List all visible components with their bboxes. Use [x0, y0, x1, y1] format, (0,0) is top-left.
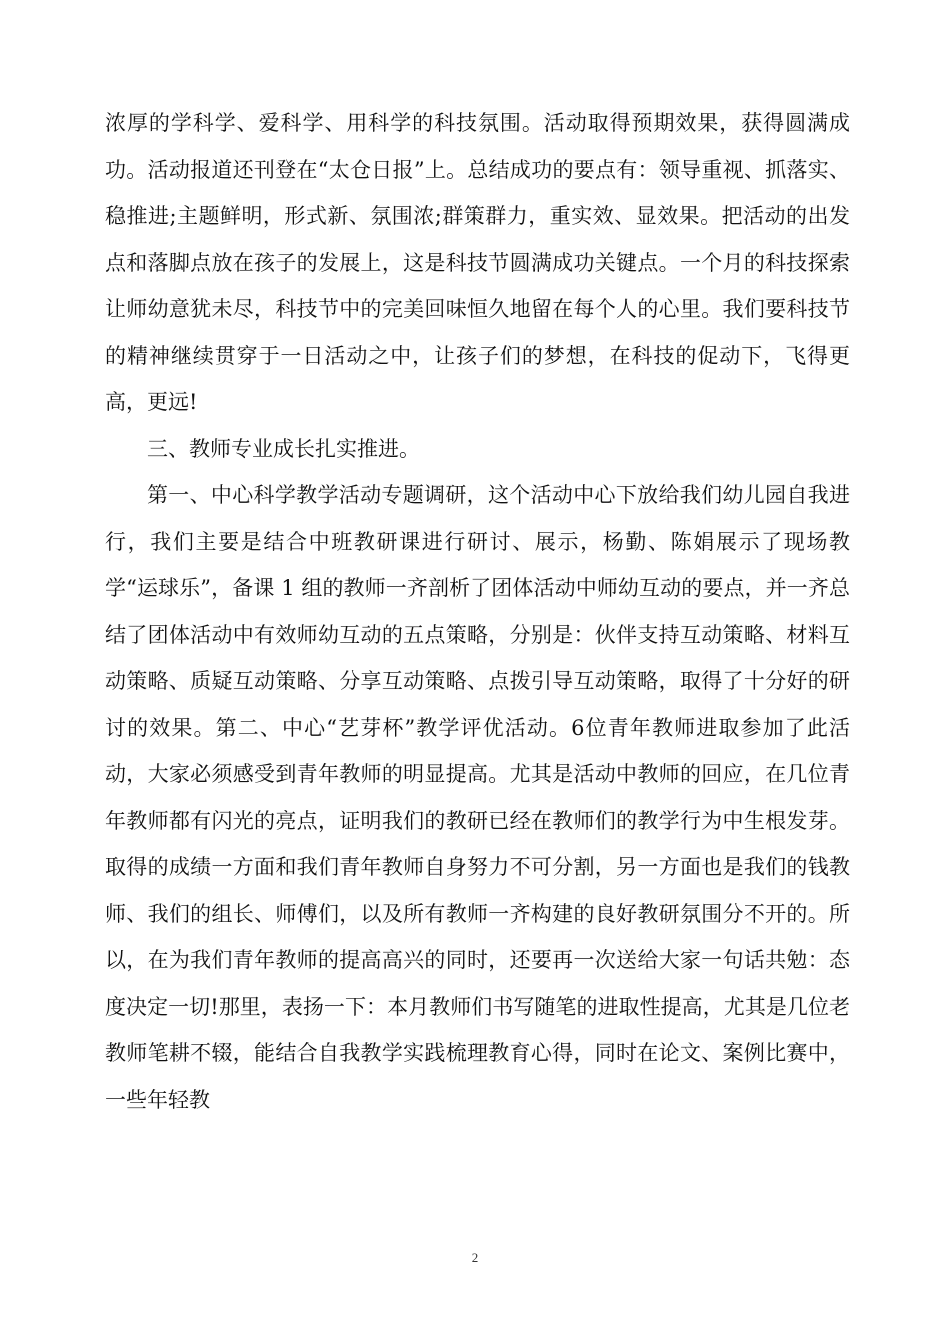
section-heading: 三、教师专业成长扎实推进。: [147, 436, 420, 461]
page-number: 2: [471, 1250, 479, 1265]
document-body: [105, 100, 850, 1123]
paragraph-continuation: 浓厚的学科学、爱科学、用科学的科技氛围。活动取得预期效果，获得圆满成功。活动报道还刊登在“太仓日报”上。总结成功的要点有：领导重视、抓落实、稳推进;主题鲜明，形式新、氛围浓;群策群力，重实效、显效果。把活动的出发点和落脚点放在孩子的发展上，这是科技节圆满成功关键点。一个月的科技探索让师幼意犹未尽，科技节中的完美回味恒久地留在每个人的心里。我们要科技节的精神继续贯穿于一日活动之中，让孩子们的梦想，在科技的促动下，飞得更高，更远!: [105, 111, 850, 414]
paragraph-body: 第一、中心科学教学活动专题调研，这个活动中心下放给我们幼儿园自我进行，我们主要是结合中班教研课进行研讨、展示，杨勤、陈娟展示了现场教学“运球乐”，备课 1 组的教师一齐剖析了团体活动中师幼互动的要点，并一齐总结了团体活动中有效师幼互动的五点策略，分别是：伙伴支持互动策略、材料互动策略、质疑互动策略、分享互动策略、点拨引导互动策略，取得了十分好的研讨的效果。第二、中心“艺芽杯”教学评优活动。6位青年教师进取参加了此活动，大家必须感受到青年教师的明显提高。尤其是活动中教师的回应，在几位青年教师都有闪光的亮点，证明我们的教研已经在教师们的教学行为中生根发芽。取得的成绩一方面和我们青年教师自身努力不可分割，另一方面也是我们的钱教师、我们的组长、师傅们，以及所有教师一齐构建的良好教研氛围分不开的。所以，在为我们青年教师的提高高兴的同时，还要再一次送给大家一句话共勉：态度决定一切!那里，表扬一下：本月教师们书写随笔的进取性提高，尤其是几位老教师笔耕不辍，能结合自我教学实践梳理教育心得，同时在论文、案例比赛中，一些年轻教: [105, 483, 850, 1112]
